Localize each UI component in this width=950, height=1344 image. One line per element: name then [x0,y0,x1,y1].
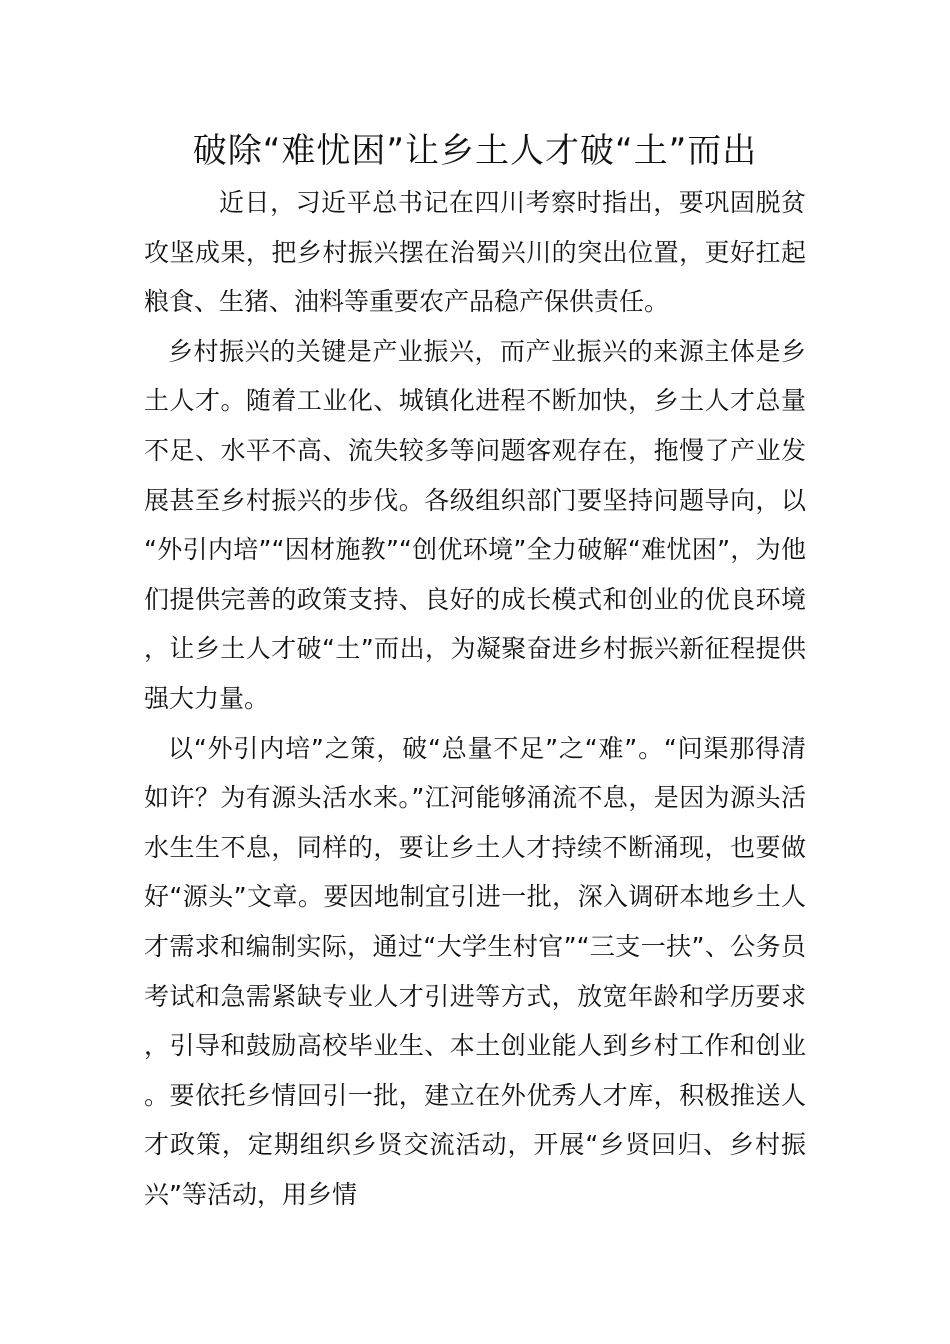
document-title: 破除“难忧困”让乡土人才破“土”而出 [192,131,758,171]
paragraph-1: 近日，习近平总书记在四川考察时指出，要巩固脱贫攻坚成果，把乡村振兴摆在治蜀兴川的突出位置，更好扛起粮食、生猪、油料等重要农产品稳产保供责任。 [144,188,806,317]
paragraph-3: 以“外引内培”之策，破“总量不足”之“难”。“问渠那得清如许？为有源头活水来。”江河能够涌流不息，是因为源头活水生生不息，同样的，要让乡土人才持续不断涌现，也要做好“源头”文章。要因地制宜引进一批，深入调研本地乡土人才需求和编制实际，通过“大学生村官”“三支一扶”、公务员考试和急需紧缺专业人才引进等方式，放宽年龄和学历要求，引导和鼓励高校毕业生、本土创业能人到乡村工作和创业。要依托乡情回引一批，建立在外优秀人才库，积极推送人才政策，定期组织乡贤交流活动，开展“乡贤回归、乡村振兴”等活动，用乡情 [144,733,806,1209]
document-body [144,178,806,1219]
paragraph-2: 乡村振兴的关键是产业振兴，而产业振兴的来源主体是乡土人才。随着工业化、城镇化进程不断加快，乡土人才总量不足、水平不高、流失较多等问题客观存在，拖慢了产业发展甚至乡村振兴的步伐。各级组织部门要坚持问题导向，以“外引内培”“因材施教”“创优环境”全力破解“难忧困”，为他们提供完善的政策支持、良好的成长模式和创业的优良环境，让乡土人才破“土”而出，为凝聚奋进乡村振兴新征程提供强大力量。 [144,336,806,713]
